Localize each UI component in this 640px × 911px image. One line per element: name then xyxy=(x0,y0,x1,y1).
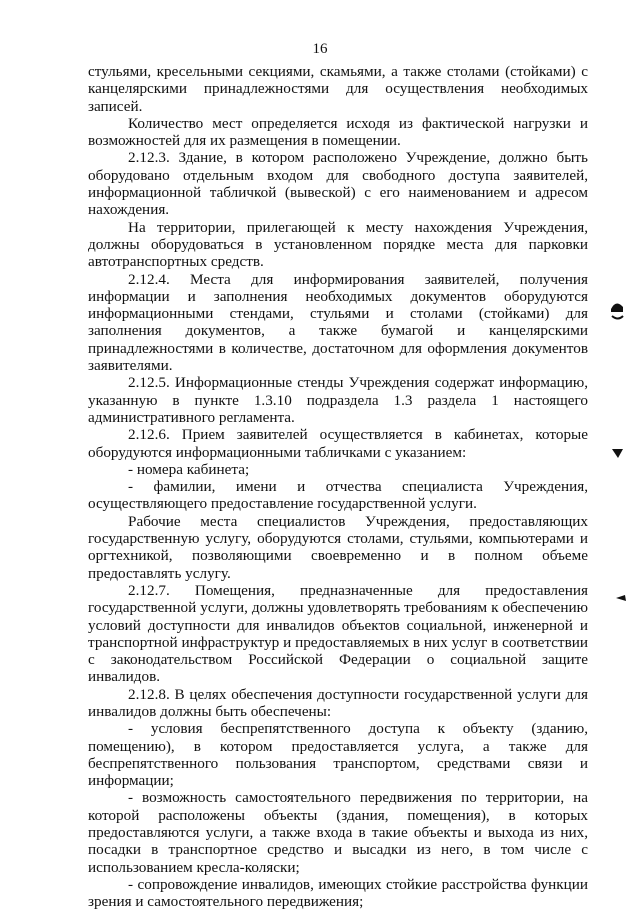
paragraph: 2.12.5. Информационные стенды Учреждения содержат информацию, указанную в пункте 1.3.10 подраздела 1.3 раздела 1 настоящего административного регламента. xyxy=(88,374,588,426)
paragraph: - условия беспрепятственного доступа к объекту (зданию, помещению), в котором предоставляется услуга, а также для беспрепятственного пользования транспортом, средствами связи и информации; xyxy=(88,720,588,790)
paragraph: 2.12.7. Помещения, предназначенные для предоставления государственной услуги, должны удовлетворять требованиям к обеспечению условий доступности для инвалидов объектов социальной, инженерной и транспортной инфраструктур и предоставляемых в них услуг в соответствии с законодательством Российской Федерации о социальной защите инвалидов. xyxy=(88,581,588,686)
paragraph: - возможность самостоятельного передвижения по территории, на которой расположены объекты (здания, помещения), в которых предоставляются услуги, а также входа в такие объекты и выхода из них, посадки в транспортное средство и высадки из него, в том числе с использованием кресла-коляски; xyxy=(88,789,588,876)
paragraph: - фамилии, имени и отчества специалиста Учреждения, осуществляющего предоставление государственной услуги. xyxy=(88,478,588,513)
paragraph: - номера кабинета; xyxy=(128,460,250,478)
page-number: 16 xyxy=(312,41,328,57)
paragraph: - сопровождение инвалидов, имеющих стойкие расстройства функции зрения и самостоятельного передвижения; xyxy=(88,875,588,911)
document-body xyxy=(88,63,588,911)
scan-artifact-mark xyxy=(608,297,628,323)
paragraph: Рабочие места специалистов Учреждения, предоставляющих государственную услугу, оборудуются столами, стульями, компьютерами и оргтехникой, позволяющими своевременно и в полном объеме предоставлять услугу. xyxy=(88,512,588,582)
paragraph: 2.12.3. Здание, в котором расположено Учреждение, должно быть оборудовано отдельным входом для свободного доступа заявителей, информационной табличкой (вывеской) с его наименованием и адресом нахождения. xyxy=(88,149,588,219)
paragraph: стульями, кресельными секциями, скамьями, а также столами (стойками) с канцелярскими принадлежностями для осуществления необходимых записей. xyxy=(88,63,588,115)
paragraph: 2.12.4. Места для информирования заявителей, получения информации и заполнения необходимых документов оборудуются информационными стендами, стульями и столами (стойками) для заполнения документов, а также бумагой и канцелярскими принадлежностями в количестве, достаточном для оформления документов заявителями. xyxy=(88,270,588,375)
scan-artifact-mark xyxy=(611,447,625,461)
paragraph: Количество мест определяется исходя из фактической нагрузки и возможностей для их размещения в помещении. xyxy=(88,114,588,150)
paragraph: 2.12.6. Прием заявителей осуществляется в кабинетах, которые оборудуются информационными табличками с указанием: xyxy=(88,426,588,461)
scan-artifact-mark xyxy=(614,590,628,606)
paragraph: 2.12.8. В целях обеспечения доступности государственной услуги для инвалидов должны быть обеспечены: xyxy=(88,685,588,720)
paragraph: На территории, прилегающей к месту нахождения Учреждения, должны оборудоваться в установленном порядке места для парковки автотранспортных средств. xyxy=(88,218,588,271)
